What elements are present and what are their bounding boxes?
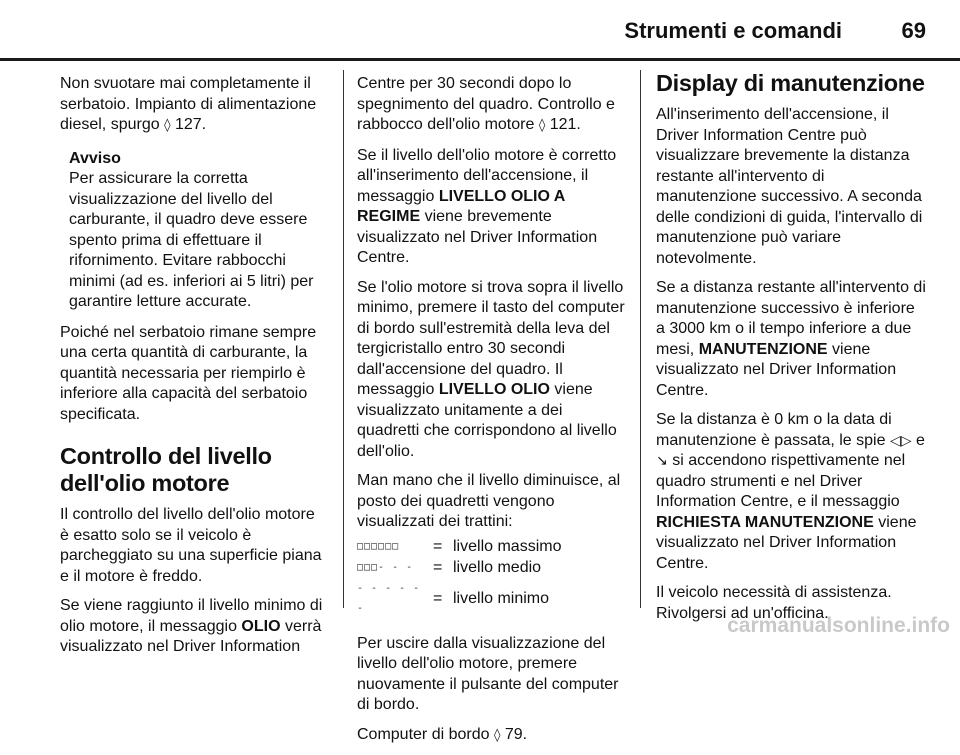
header-rule <box>0 58 960 61</box>
column-divider-2 <box>640 70 641 608</box>
note-title: Avviso <box>69 149 121 167</box>
message-olio: OLIO <box>241 617 281 635</box>
level-equals: = <box>433 558 443 576</box>
table-row <box>357 537 561 558</box>
page-reference-link[interactable]: 121. <box>549 116 581 133</box>
note-text: Per assicurare la corretta visualizzazione del livello del carburante, il quadro deve essere spento prima di effettuare il rifornimento. Evitare rabbocchi minimi (ad es. inferiori ai 5 litri) per garantire letture accurate. <box>69 170 314 310</box>
column-divider-1 <box>343 70 344 608</box>
paragraph-oil-correct: Se il livello dell'olio motore è corretto all'inserimento dell'accensione, il messaggio LIVELLO OLIO A REGIME viene brevemente visualizzato nel Driver Information Centre. <box>357 146 617 266</box>
paragraph-fuel-capacity: Poiché nel serbatoio rimane sempre una certa quantità di carburante, la quantità necessaria per riempirlo è inferiore alla capacità del serbatoio specificata. <box>60 323 317 423</box>
wrench-icon: ↘ <box>656 453 668 469</box>
paragraph-service-needed: Il veicolo necessità di assistenza. Rivolgersi ad un'officina. <box>656 584 892 622</box>
paragraph-trip-computer: Computer di bordo ◊ 79. <box>357 725 528 743</box>
level-symbol: - - - - - - <box>357 582 421 614</box>
paragraph-fuel-empty: Non svuotare mai completamente il serbatoio. Impianto di alimentazione diesel, spurgo ◊ 127. <box>60 75 317 133</box>
section-heading-oil-level: Controllo del livello dell'olio motore <box>60 443 272 496</box>
paragraph-oil-above-minimum: Se l'olio motore si trova sopra il livello minimo, premere il tasto del computer di bordo sull'estremità della leva del tergicristallo entro 30 secondi dall'accensione del quadro. Il messaggio LIVELLO OLIO viene visualizzato unitamente a dei quadretti che corrispondono al livello dell'olio. <box>357 278 625 460</box>
oil-level-table <box>357 537 561 620</box>
table-row <box>357 558 561 579</box>
paragraph-service-intro: All'inserimento dell'accensione, il Driver Information Centre può visualizzare brevemente la distanza restante all'intervento di manutenzione successivo. A seconda delle condizioni di guida, l'intervallo di manutenzione può variare notevolmente. <box>656 106 923 267</box>
page-reference-link[interactable]: 79. <box>504 725 528 743</box>
paragraph-service-soon: Se a distanza restante all'intervento di manutenzione successivo è inferiore a 3000 km o il tempo inferiore a due mesi, MANUTENZIONE viene visualizzato nel Driver Information Centre. <box>656 279 926 399</box>
paragraph-oil-continued: Centre per 30 secondi dopo lo spegnimento del quadro. Controllo e rabbocco dell'olio motore ◊ 121. <box>357 75 615 133</box>
level-label: livello medio <box>453 558 542 576</box>
page-reference-icon: ◊ <box>164 118 171 133</box>
paragraph-service-due: Se la distanza è 0 km o la data di manutenzione è passata, le spie ◁▷ e ↘ si accendono rispettivamente nel quadro strumenti e nel Driver Information Centre, e il messaggio RICHIESTA MANUTENZIONE viene visualizzato nel Driver Information Centre. <box>656 411 925 572</box>
message-manutenzione: MANUTENZIONE <box>698 340 828 358</box>
page-reference-icon: ◊ <box>538 118 546 133</box>
paragraph-oil-dashes: Man mano che il livello diminuisce, al posto dei quadretti vengono visualizzati dei trattini: <box>357 472 621 530</box>
paragraph-exit-display: Per uscire dalla visualizzazione del livello dell'olio motore, premere nuovamente il pulsante del computer di bordo. <box>357 634 619 713</box>
column-left <box>60 74 328 667</box>
section-heading-service-display: Display di manutenzione <box>656 70 925 96</box>
level-equals: = <box>433 589 443 607</box>
level-equals: = <box>433 537 443 555</box>
page-number: 69 <box>901 18 926 43</box>
table-row <box>357 579 561 620</box>
paragraph-oil-check: Il controllo del livello dell'olio motore è esatto solo se il veicolo è parcheggiato su una superficie piana e il motore è freddo. <box>60 506 322 585</box>
message-richiesta-manutenzione: RICHIESTA MANUTENZIONE <box>656 513 874 531</box>
paragraph-oil-minimum: Se viene raggiunto il livello minimo di olio motore, il messaggio OLIO verrà visualizzato nel Driver Information <box>60 597 323 655</box>
page-title: Strumenti e comandi <box>624 18 842 43</box>
page-header <box>0 0 960 58</box>
column-middle <box>357 74 627 755</box>
service-warning-icon: ◁▷ <box>889 432 912 449</box>
page-reference-link[interactable]: 127. <box>174 116 207 133</box>
column-right <box>656 70 928 633</box>
message-livello-olio: LIVELLO OLIO <box>438 381 550 398</box>
level-symbol: □□□- - - <box>357 561 414 573</box>
level-label: livello massimo <box>453 537 562 555</box>
level-symbol: □□□□□□ <box>357 540 400 552</box>
level-label: livello minimo <box>453 589 550 607</box>
page-reference-icon: ◊ <box>493 727 501 743</box>
message-livello-olio-a-regime: LIVELLO OLIO A REGIME <box>357 187 565 225</box>
watermark: carmanualsonline.info <box>727 614 950 637</box>
note-box <box>69 149 328 313</box>
